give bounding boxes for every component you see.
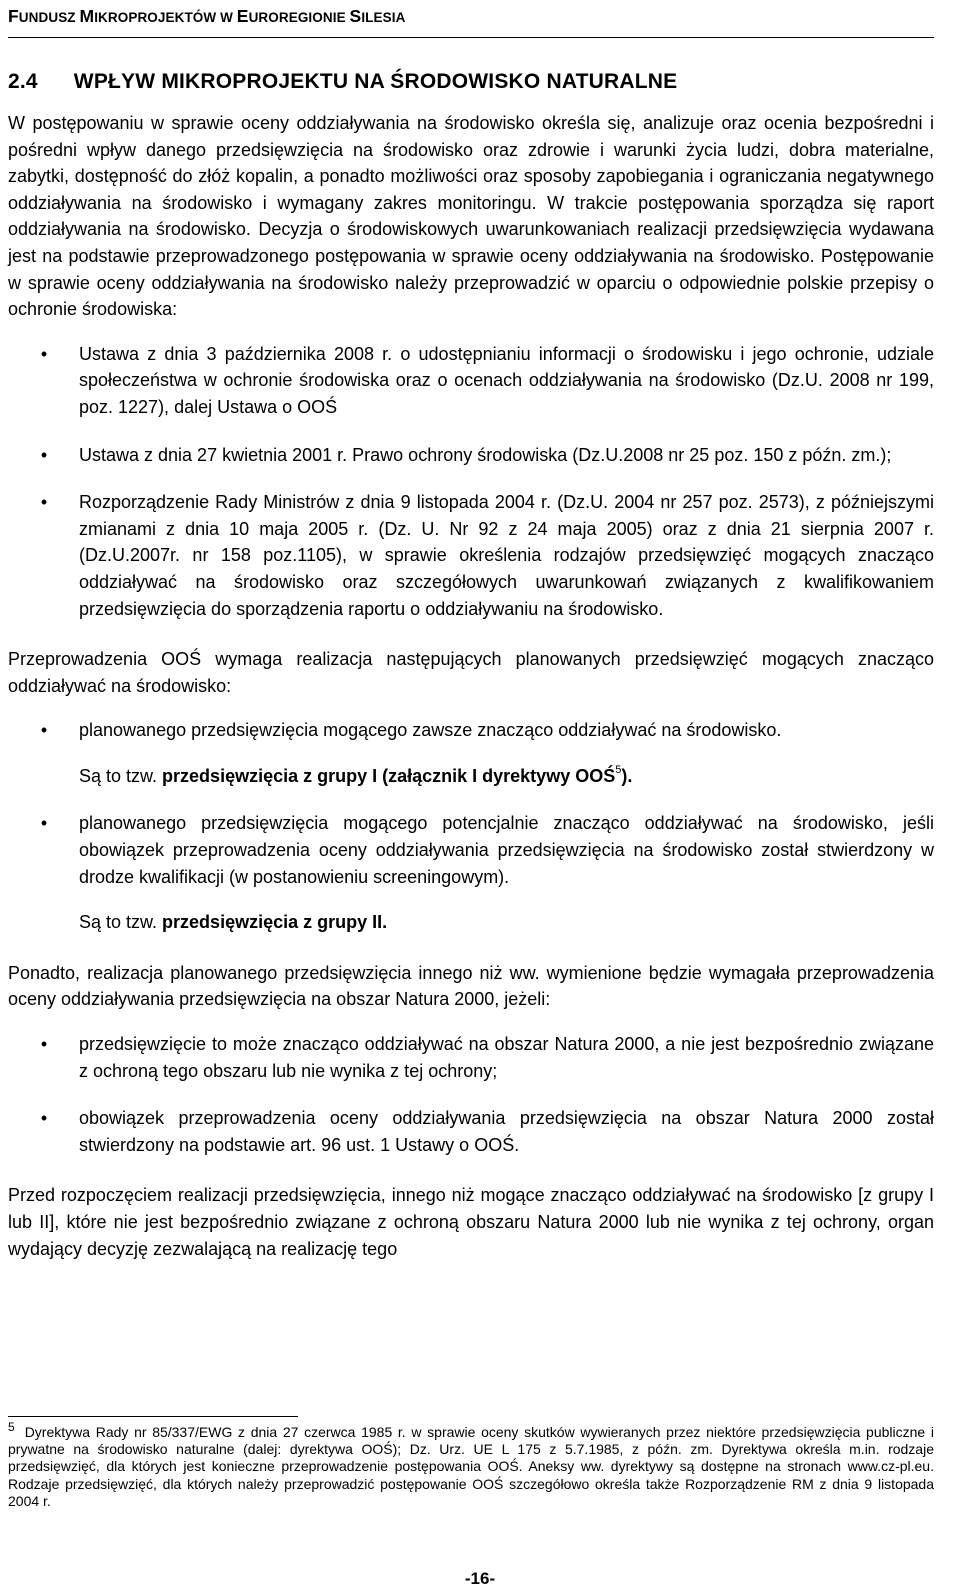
bullet-icon: •: [40, 444, 48, 465]
note-bold: przedsięwzięcia z grupy I (załącznik I dyrektywy OOŚ: [162, 765, 616, 786]
running-header: [8, 4, 934, 40]
bullet-icon: •: [40, 813, 48, 834]
footnote-text: Dyrektywa Rady nr 85/337/EWG z dnia 27 czerwca 1985 r. w sprawie oceny skutków wywieranych przez niektóre przedsięwzięcia publiczne i prywatne na środowisko naturalne (dalej: dyrektywa OOŚ); Dz. Urz. UE L 175 z 5.7.1985, z późn. zm. Dyrektywa określa m.in. rodzaje przedsięwzięć, dla których jest konieczne przeprowadzenie postępowania OOŚ. Aneksy ww. dyrektywy są dostępne na stronach www.cz-pl.eu. Rodzaje przedsięwzięć, dla których należy przeprowadzić postępowanie OOŚ szczegółowo określa także Rozporządzenie RM z dnia 9 listopada 2004 r.: [8, 1424, 934, 1509]
header-word-mikroprojektow: IKROPROJEKTÓW W: [94, 10, 237, 25]
list-item: [8, 489, 934, 622]
project-group-text: planowanego przedsięwzięcia mogącego potencjalnie znacząco oddziaływać na środowisko, jeśli obowiązek przeprowadzenia oceny oddziaływania przedsięwzięcia na środowisko został stwierdzony w drodze kwalifikacji (w postanowieniu screeningowym).: [79, 813, 934, 887]
note-prefix: Są to tzw.: [79, 912, 163, 933]
header-letter-s: S: [349, 6, 362, 26]
section-title: WPŁYW MIKROPROJEKTU NA ŚRODOWISKO NATURALNE: [73, 70, 678, 93]
natura-conditions-list: [8, 1031, 934, 1158]
regulation-text: Ustawa z dnia 3 października 2008 r. o udostępnianiu informacji o środowisku i jego ochronie, udziale społeczeństwa w ochronie środowiska oraz o ocenach oddziaływania na środowisko (Dz.U. 2008 nr 199, poz. 1227), dalej Ustawa o OOŚ: [79, 343, 934, 417]
regulations-list: [8, 341, 934, 622]
header-letter-f: F: [8, 6, 19, 26]
project-group-text: planowanego przedsięwzięcia mogącego zawsze znacząco oddziaływać na środowisko.: [79, 720, 782, 741]
section-number: 2.4: [8, 70, 38, 93]
footnote-reference[interactable]: 5: [615, 763, 622, 776]
bullet-icon: •: [40, 343, 48, 364]
bullet-icon: •: [40, 1108, 48, 1129]
list-item: [8, 341, 934, 421]
natura-paragraph: Ponadto, realizacja planowanego przedsięwzięcia innego niż ww. wymienione będzie wymagała przeprowadzenia oceny oddziaływania przedsięwzięcia na obszar Natura 2000, jeżeli:: [8, 962, 934, 1010]
header-word-fundusz: UNDUSZ: [18, 10, 80, 25]
note-bold-end: ).: [621, 765, 633, 786]
footnote: [8, 1420, 934, 1510]
project-group-note: [79, 909, 934, 936]
list-item: [8, 1105, 934, 1158]
list-item: [8, 442, 934, 469]
section-heading: [8, 68, 677, 96]
final-paragraph: Przed rozpoczęciem realizacji przedsięwzięcia, innego niż mogące znacząco oddziaływać na środowisko [z grupy I lub II], które nie jest bezpośrednio związane z ochroną obszaru Natura 2000 lub nie wynika z tej ochrony, organ wydający decyzję zezwalającą na realizację tego: [8, 1185, 934, 1259]
list-item: [8, 717, 934, 789]
header-letter-m: M: [79, 6, 95, 26]
footnote-mark: 5: [8, 1420, 15, 1435]
regulation-text: Rozporządzenie Rady Ministrów z dnia 9 listopada 2004 r. (Dz.U. 2004 nr 257 poz. 2573), z późniejszymi zmianami z dnia 10 maja 2005 r. (Dz. U. Nr 92 z 24 maja 2005) oraz z dnia 21 sierpnia 2007 r. (Dz.U.2007r. nr 158 poz.1105), w sprawie określenia rodzajów przedsięwzięć mogących znacząco oddziaływać na środowisko oraz szczegółowych uwarunkowań związanych z kwalifikowaniem przedsięwzięcia do sporządzenia raportu o oddziaływaniu na środowisko.: [79, 492, 934, 619]
bullet-icon: •: [40, 492, 48, 513]
bullet-icon: •: [40, 1034, 48, 1055]
project-group-note: [79, 763, 934, 790]
header-word-silesia: ILESIA: [361, 10, 406, 25]
note-prefix: Są to tzw.: [79, 765, 163, 786]
regulation-text: Ustawa z dnia 27 kwietnia 2001 r. Prawo ochrony środowiska (Dz.U.2008 nr 25 poz. 150 z późn. zm.);: [79, 444, 892, 465]
oos-paragraph: Przeprowadzenia OOŚ wymaga realizacja następujących planowanych przedsięwzięć mogących znacząco oddziaływać na środowisko:: [8, 649, 934, 696]
list-item: [8, 1031, 934, 1084]
project-groups-list: [8, 717, 934, 936]
document-body: [8, 110, 934, 1284]
natura-condition-text: obowiązek przeprowadzenia oceny oddziaływania przedsięwzięcia na obszar Natura 2000 został stwierdzony na podstawie art. 96 ust. 1 Ustawy o OOŚ.: [79, 1108, 934, 1155]
bullet-icon: •: [40, 720, 48, 741]
header-divider: [8, 37, 934, 38]
footnote-divider: [8, 1416, 298, 1417]
intro-paragraph: W postępowaniu w sprawie oceny oddziaływania na środowisko określa się, analizuje oraz ocenia bezpośredni i pośredni wpływ danego przedsięwzięcia na środowisko oraz zdrowie i warunki życia ludzi, dobra materialne, zabytki, dostępność do złóż kopalin, a ponadto możliwości oraz sposoby zapobiegania i ograniczania negatywnego oddziaływania na środowisko i wymagany zakres monitoringu. W trakcie postępowania sporządza się raport oddziaływania na środowisko. Decyzja o środowiskowych uwarunkowaniach realizacji przedsięwzięcia wydawana jest na podstawie przeprowadzonego postępowania w sprawie oceny oddziaływania na środowisko. Postępowanie w sprawie oceny oddziaływania na środowisko należy przeprowadzić w oparciu o odpowiednie polskie przepisy o ochronie środowiska:: [8, 113, 934, 320]
header-letter-e: E: [236, 6, 249, 26]
page-number: -16-: [464, 1569, 496, 1588]
header-word-euroregionie: UROREGIONIE: [248, 10, 350, 25]
note-bold: przedsięwzięcia z grupy II.: [162, 912, 388, 933]
list-item: [8, 810, 934, 935]
natura-condition-text: przedsięwzięcie to może znacząco oddziaływać na obszar Natura 2000, a nie jest bezpośrednio związane z ochroną tego obszaru lub nie wynika z tej ochrony;: [79, 1034, 934, 1081]
